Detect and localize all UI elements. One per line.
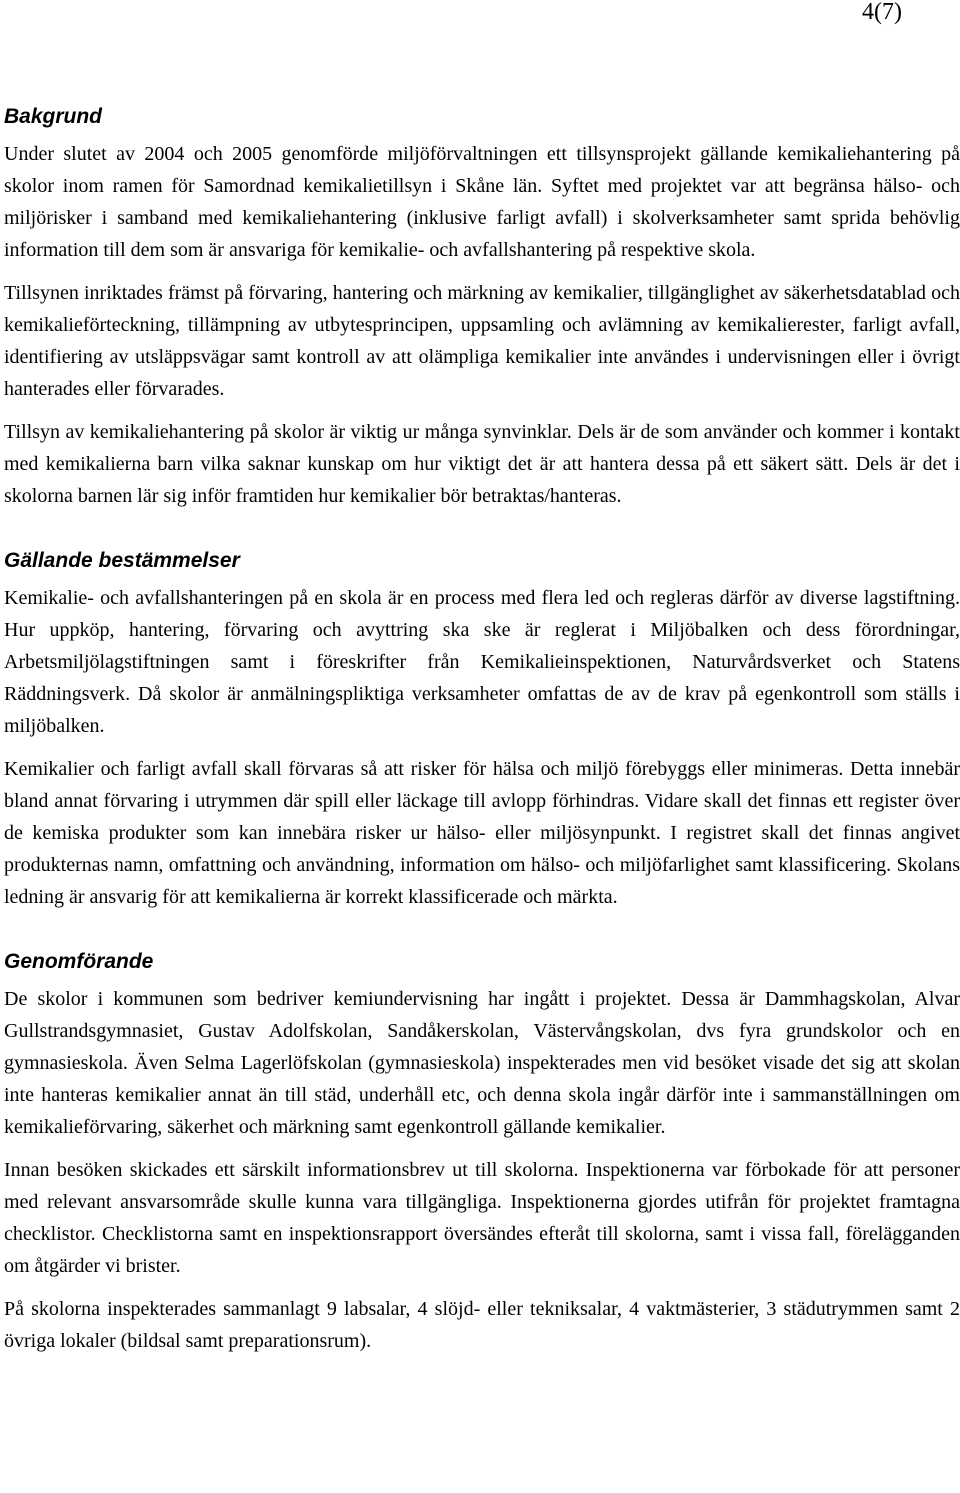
paragraph: Kemikalier och farligt avfall skall förvaras så att risker för hälsa och miljö förebyggs eller minimeras. Detta innebär bland annat förvaring i utrymmen där spill eller läckage till avlopp förhindras. Vidare skall det finnas ett register över de kemiska produkter som kan innebära risker ur hälso- eller miljösynpunkt. I registret skall det finnas angivet produkternas namn, omfattning och användning, information om hälso- och miljöfarlighet samt klassificering. Skolans ledning är ansvarig för att kemikalierna är korrekt klassificerade och märkta.: [4, 758, 960, 908]
section-heading: Gällande bestämmelser: [4, 549, 240, 572]
paragraph: Under slutet av 2004 och 2005 genomförde miljöförvaltningen ett tillsynsprojekt gällande kemikaliehantering på skolor inom ramen för Samordnad kemikalietillsyn i Skåne län. Syftet med projektet var att begränsa hälso- och miljörisker i samband med kemikaliehantering (inklusive farligt avfall) i skolverksamheter samt sprida behövlig information till dem som är ansvariga för kemikalie- och avfallshantering på respektive skola.: [4, 143, 960, 261]
section-heading: Genomförande: [4, 950, 154, 973]
section-heading: Bakgrund: [4, 105, 103, 128]
document-body: [4, 104, 960, 1368]
section-gallande-bestammelser: [4, 548, 960, 913]
paragraph: Kemikalie- och avfallshanteringen på en skola är en process med flera led och regleras därför av diverse lagstiftning. Hur uppköp, hantering, förvaring och avyttring ska ske är reglerat i Miljöbalken och dess förordningar, Arbetsmiljölagstiftningen samt i föreskrifter från Kemikalieinspektionen, Naturvårdsverket och Statens Räddningsverk. Då skolor är anmälningspliktiga verksamheter omfattas de av de krav på egenkontroll som ställs i miljöbalken.: [4, 587, 960, 737]
paragraph: Tillsynen inriktades främst på förvaring, hantering och märkning av kemikalier, tillgänglighet av säkerhetsdatablad och kemikalieförteckning, tillämpning av utbytesprincipen, uppsamling och avlämning av kemikalierester, farligt avfall, identifiering av utsläppsvägar samt kontroll av att olämpliga kemikalier inte användes i undervisningen eller i övrigt hanterades eller förvarades.: [4, 282, 960, 400]
paragraph: Tillsyn av kemikaliehantering på skolor är viktig ur många synvinklar. Dels är de som använder och kommer i kontakt med kemikalierna barn vilka saknar kunskap om hur viktigt det är att hantera dessa på ett säkert sätt. Dels är det i skolorna barnen lär sig inför framtiden hur kemikalier bör betraktas/hanteras.: [4, 421, 960, 507]
paragraph: På skolorna inspekterades sammanlagt 9 labsalar, 4 slöjd- eller tekniksalar, 4 vaktmästerier, 3 städutrymmen samt 2 övriga lokaler (bildsal samt preparationsrum).: [4, 1298, 960, 1352]
paragraph: De skolor i kommunen som bedriver kemiundervisning har ingått i projektet. Dessa är Dammhagskolan, Alvar Gullstrandsgymnasiet, Gustav Adolfskolan, Sandåkerskolan, Västervångskolan, dvs fyra grundskolor och en gymnasieskola. Även Selma Lagerlöfskolan (gymnasieskola) inspekterades men vid besöket visade det sig att skolan inte hanteras kemikalier annat än till städ, underhåll etc, och denna skola ingår därför inte i sammanställningen om kemikalieförvaring, säkerhet och märkning samt egenkontroll gällande kemikalier.: [4, 988, 960, 1138]
section-genomforande: [4, 949, 960, 1357]
page-number: 4(7): [862, 0, 902, 25]
section-bakgrund: [4, 104, 960, 512]
paragraph: Innan besöken skickades ett särskilt informationsbrev ut till skolorna. Inspektionerna var förbokade för att personer med relevant ansvarsområde skulle kunna vara tillgängliga. Inspektionerna gjordes utifrån för projektet framtagna checklistor. Checklistorna samt en inspektionsrapport översändes efteråt till skolorna, samt i vissa fall, förelägganden om åtgärder vi brister.: [4, 1159, 960, 1277]
